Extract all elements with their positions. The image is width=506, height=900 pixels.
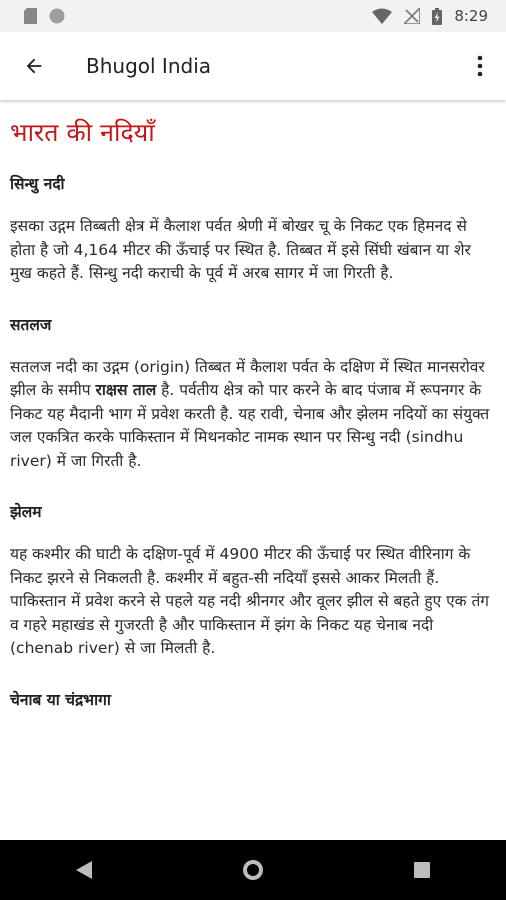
satluj-text-part1: सतलज नदी का उद्गम (origin) तिब्बत में कैलाश पर्वत के दक्षिण में स्थित मानसरोवर झील के समीप: [10, 357, 485, 399]
satluj-text-part2: है. पर्वतीय क्षेत्र को पार करने के बाद पंजाब में रूपनगर के निकट यह मैदानी भाग में प्रवेश करती है. यह रावी, चेनाब और झेलम नदियों का संयुक्त जल एकत्रित करके पाकिस्तान में मिथनकोट नामक स्थान पर सिन्धु नदी (sindhu river) में जा गिरती है.: [10, 381, 490, 470]
status-right: [372, 7, 488, 25]
section-heading-jhelum: झेलम: [10, 503, 42, 521]
more-vert-icon: [477, 55, 483, 77]
nav-recents-icon: [414, 862, 430, 878]
satluj-text-bold: राक्षस ताल: [95, 381, 157, 399]
nav-back-button[interactable]: [54, 840, 114, 900]
arrow-back-icon: [23, 55, 45, 77]
app-title: Bhugol India: [86, 54, 211, 78]
back-button[interactable]: [14, 46, 54, 86]
app-bar: [0, 32, 506, 100]
article-content[interactable]: [0, 100, 506, 840]
section-text-satluj: [10, 356, 496, 474]
status-time: 8:29: [454, 7, 488, 25]
section-heading-sindhu: सिन्धु नदी: [10, 175, 65, 193]
sd-card-icon: [24, 8, 37, 24]
nav-home-icon: [242, 859, 264, 881]
notification-circle-icon: [49, 8, 65, 24]
overflow-menu-button[interactable]: [462, 46, 498, 86]
section-heading-chenab: चेनाब या चंद्रभागा: [10, 690, 111, 709]
section-heading-satluj: सतलज: [10, 315, 52, 334]
system-nav-bar: [0, 840, 506, 900]
nav-recents-button[interactable]: [392, 840, 452, 900]
section-text-jhelum: यह कश्मीर की घाटी के दक्षिण-पूर्व में 4900 मीटर की ऊँचाई पर स्थित वीरिनाग के निकट झरने से निकलती है. कश्मीर में बहुत-सी नदियाँ इससे आकर मिलती हैं. पाकिस्तान में प्रवेश करने से पहले यह नदी श्रीनगर और वूलर झील से बहते हुए एक तंग व गहरे महाखंड से गुजरती है और पाकिस्तान में झंग के निकट यह चेनाब नदी (chenab river) से जा मिलती है.: [10, 545, 490, 657]
section-text-sindhu: इसका उद्गम तिब्बती क्षेत्र में कैलाश पर्वत श्रेणी में बोखर चू के निकट एक हिमनद से होता है जो 4,164 मीटर की ऊँचाई पर स्थित है. तिब्बत में इसे सिंघी खंबान या शेर मुख कहते हैं. सिन्धु नदी कराची के पूर्व में अरब सागर में जा गिरती है.: [10, 217, 471, 282]
page-title: भारत की नदियाँ: [10, 118, 155, 147]
nav-home-button[interactable]: [223, 840, 283, 900]
battery-icon: [432, 8, 442, 25]
no-signal-icon: [404, 8, 420, 24]
status-bar: [0, 0, 506, 32]
status-left: [24, 8, 65, 24]
wifi-icon: [372, 8, 392, 24]
nav-back-icon: [75, 860, 93, 880]
